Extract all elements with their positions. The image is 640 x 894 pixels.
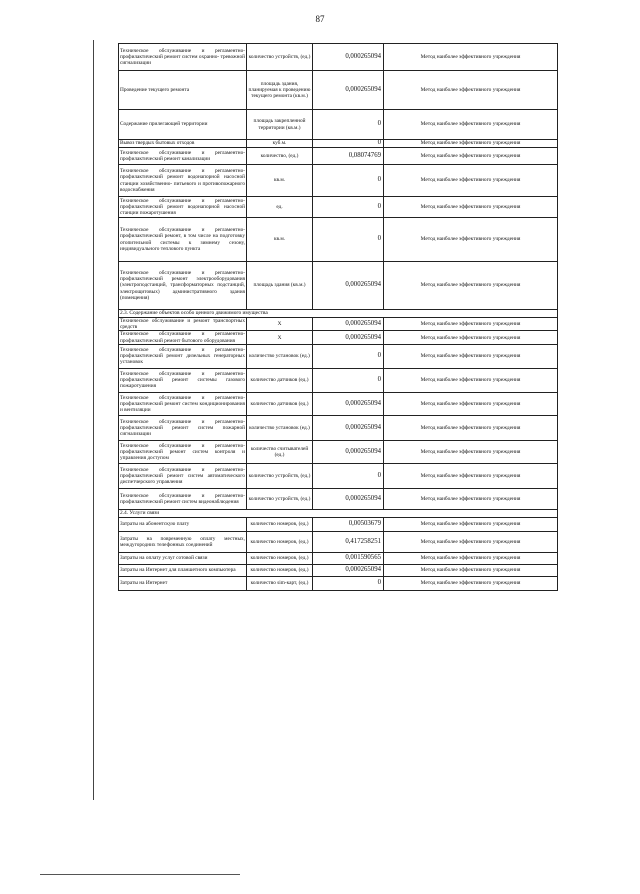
norm-value-cell: 0,000265094	[313, 331, 384, 344]
method-cell: Метод наиболее эффективного учреждения	[384, 318, 558, 331]
cost-item-name: Техническое обслуживание и регламентно- профилактический ремонт системы газового пожаротушения	[119, 368, 247, 392]
unit-cell: кв.м.	[247, 165, 313, 197]
norm-value-cell: 0	[313, 218, 384, 262]
footnote-rule	[40, 874, 240, 875]
norm-value-cell: 0,000265094	[313, 44, 384, 71]
page-number: 87	[315, 14, 325, 24]
norm-value-cell: 0,000265094	[313, 415, 384, 440]
norm-value-cell: 0	[313, 344, 384, 368]
cost-item-name: Проведение текущего ремонта	[119, 71, 247, 110]
table-row	[119, 463, 558, 488]
unit-cell: количество sim-карт, (ед.)	[247, 576, 313, 590]
table-row	[119, 165, 558, 197]
table-row	[119, 110, 558, 140]
cost-item-name: Техническое обслуживание и регламентно- профилактический ремонт систем охранно- тревожной сигнализации	[119, 44, 247, 71]
table-row	[119, 197, 558, 218]
norm-value-cell: 0,000265094	[313, 392, 384, 415]
norm-value-cell: 0,000265094	[313, 564, 384, 576]
norm-value-cell: 0,000265094	[313, 71, 384, 110]
unit-cell: количество, (ед.)	[247, 148, 313, 165]
cost-item-name: Техническое обслуживание и регламентно- профилактический ремонт канализации	[119, 148, 247, 165]
table-row	[119, 148, 558, 165]
method-cell: Метод наиболее эффективного учреждения	[384, 110, 558, 140]
cost-item-name: Техническое обслуживание и регламентно- профилактический ремонт бытового оборудования	[120, 331, 245, 344]
table-row	[119, 440, 558, 463]
table-row	[119, 140, 558, 148]
norm-value-cell: 0	[313, 368, 384, 392]
cost-item-name: Техническое обслуживание и регламентно- профилактический ремонт систем автоматического диспетчерского управления	[119, 463, 247, 488]
norm-value-cell: 0,000265094	[313, 318, 384, 331]
method-cell: Метод наиболее эффективного учреждения	[384, 488, 558, 509]
table-row	[119, 517, 558, 531]
method-cell: Метод наиболее эффективного учреждения	[384, 564, 558, 576]
cost-item-name: Техническое обслуживание и ремонт транспортных средств	[120, 318, 245, 331]
method-cell: Метод наиболее эффективного учреждения	[384, 331, 558, 344]
table-row	[119, 344, 558, 368]
method-cell: Метод наиболее эффективного учреждения	[384, 463, 558, 488]
method-cell: Метод наиболее эффективного учреждения	[384, 165, 558, 197]
cost-item-name: Техническое обслуживание и регламентно- профилактический ремонт водонапорной насосной станции пожаротушения	[120, 197, 245, 217]
cost-item-name: Затраты на повременную оплату местных, междугородних телефонных соединений	[119, 531, 247, 552]
cost-item-name: Вывоз твердых бытовых отходов	[119, 140, 247, 148]
margin-line	[93, 40, 94, 800]
method-cell: Метод наиболее эффективного учреждения	[384, 44, 558, 71]
method-cell: Метод наиболее эффективного учреждения	[384, 148, 558, 165]
norm-value-cell: 0	[313, 140, 384, 148]
method-cell: Метод наиболее эффективного учреждения	[384, 531, 558, 552]
cost-item-name: Техническое обслуживание и регламентно- профилактический ремонт систем кондиционирования и вентиляции	[119, 392, 247, 415]
table-row	[119, 392, 558, 415]
section-title: 2.4. Услуги связи	[119, 509, 558, 517]
section-header-row	[119, 509, 558, 517]
method-cell: Метод наиболее эффективного учреждения	[384, 552, 558, 564]
unit-cell: количество устройств, (ед.)	[247, 488, 313, 509]
unit-cell: количество номеров, (ед.)	[247, 564, 313, 576]
cost-item-name: Техническое обслуживание и регламентно- профилактический ремонт водонапорной насосной станции хозяйственно- питьевого и противопожарного водоснабжения	[119, 165, 247, 197]
cost-norms-table	[118, 43, 558, 591]
unit-cell: количество номеров, (ед.)	[247, 531, 313, 552]
table-row	[119, 564, 558, 576]
cost-item-name: Техническое обслуживание и регламентно- профилактический ремонт систем пожарной сигнализации	[119, 415, 247, 440]
unit-cell: Х	[247, 331, 313, 344]
table-row	[119, 44, 558, 71]
norm-value-cell: 0,001590565	[313, 552, 384, 564]
unit-cell: ед.	[247, 197, 313, 218]
unit-cell: куб.м.	[247, 140, 313, 148]
unit-cell: количество датчиков (ед.)	[247, 368, 313, 392]
table-row	[119, 531, 558, 552]
method-cell: Метод наиболее эффективного учреждения	[384, 197, 558, 218]
unit-cell: количество устройств, (ед.)	[247, 44, 313, 71]
unit-cell: количество установок (ед.)	[247, 415, 313, 440]
norm-value-cell: 0,000265094	[313, 262, 384, 310]
cost-item-name: Техническое обслуживание и регламентно- профилактический ремонт систем видеонаблюдения	[119, 488, 247, 509]
cost-item-name: Техническое обслуживание и регламентно- профилактический ремонт систем контроля и управления доступом	[119, 440, 247, 463]
cost-item-name: Техническое обслуживание и регламентно- профилактический ремонт дизельных генераторных установок	[119, 344, 247, 368]
unit-cell: кв.м.	[247, 218, 313, 262]
cost-item-name: Затраты на Интернет	[119, 576, 247, 590]
table-row	[119, 318, 558, 331]
table-row	[119, 262, 558, 310]
method-cell: Метод наиболее эффективного учреждения	[384, 392, 558, 415]
method-cell: Метод наиболее эффективного учреждения	[384, 517, 558, 531]
unit-cell: количество установок (ед.)	[247, 344, 313, 368]
unit-cell: количество устройств, (ед.)	[247, 463, 313, 488]
unit-cell: площадь закрепленной территории (кв.м.)	[247, 110, 313, 140]
table-row	[119, 71, 558, 110]
section-header-row	[119, 310, 558, 318]
table-row	[119, 218, 558, 262]
method-cell: Метод наиболее эффективного учреждения	[384, 576, 558, 590]
table-row	[119, 415, 558, 440]
norm-value-cell: 0	[313, 110, 384, 140]
norm-value-cell: 0,417258251	[313, 531, 384, 552]
cost-item-name: Техническое обслуживание и регламентно- профилактический ремонт, в том числе на подготовку отопительной системы к зимнему сезону, индивидуального теплового пункта	[119, 218, 247, 262]
method-cell: Метод наиболее эффективного учреждения	[384, 415, 558, 440]
method-cell: Метод наиболее эффективного учреждения	[384, 218, 558, 262]
norm-value-cell: 0,000265094	[313, 488, 384, 509]
norm-value-cell: 0	[313, 576, 384, 590]
unit-cell: количество считывателей (ед.)	[247, 440, 313, 463]
norm-value-cell: 0,08074769	[313, 148, 384, 165]
norm-value-cell: 0	[313, 463, 384, 488]
method-cell: Метод наиболее эффективного учреждения	[384, 344, 558, 368]
norm-value-cell: 0,00503679	[313, 517, 384, 531]
cost-item-name: Содержание прилегающей территории	[119, 110, 247, 140]
cost-item-name: Затраты на абонентскую плату	[119, 517, 247, 531]
unit-cell: площадь здания (кв.м.)	[247, 262, 313, 310]
norm-value-cell: 0	[313, 197, 384, 218]
norm-value-cell: 0	[313, 165, 384, 197]
unit-cell: количество датчиков (ед.)	[247, 392, 313, 415]
method-cell: Метод наиболее эффективного учреждения	[384, 368, 558, 392]
unit-cell: количество номеров, (ед.)	[247, 552, 313, 564]
method-cell: Метод наиболее эффективного учреждения	[384, 262, 558, 310]
cost-item-name: Техническое обслуживание и регламентно- профилактический ремонт электрооборудования (электроподстанций, трансформаторных подстанций, электрощитовых) административного здания (помещения)	[119, 262, 247, 310]
table-row	[119, 368, 558, 392]
unit-cell: Х	[247, 318, 313, 331]
table-row	[119, 331, 558, 344]
cost-item-name: Затраты на оплату услуг сотовой связи	[119, 552, 247, 564]
unit-cell: площадь здания, планируемая к проведению текущего ремонта (кв.м.)	[247, 71, 313, 110]
unit-cell: количество номеров, (ед.)	[247, 517, 313, 531]
method-cell: Метод наиболее эффективного учреждения	[384, 440, 558, 463]
section-title: 2.3. Содержание объектов особо ценного движимого имущества	[119, 310, 558, 318]
table-row	[119, 488, 558, 509]
table-row	[119, 576, 558, 590]
method-cell: Метод наиболее эффективного учреждения	[384, 140, 558, 148]
norm-value-cell: 0,000265094	[313, 440, 384, 463]
table-row	[119, 552, 558, 564]
method-cell: Метод наиболее эффективного учреждения	[384, 71, 558, 110]
cost-item-name: Затраты на Интернет для планшетного компьютера	[119, 564, 247, 576]
